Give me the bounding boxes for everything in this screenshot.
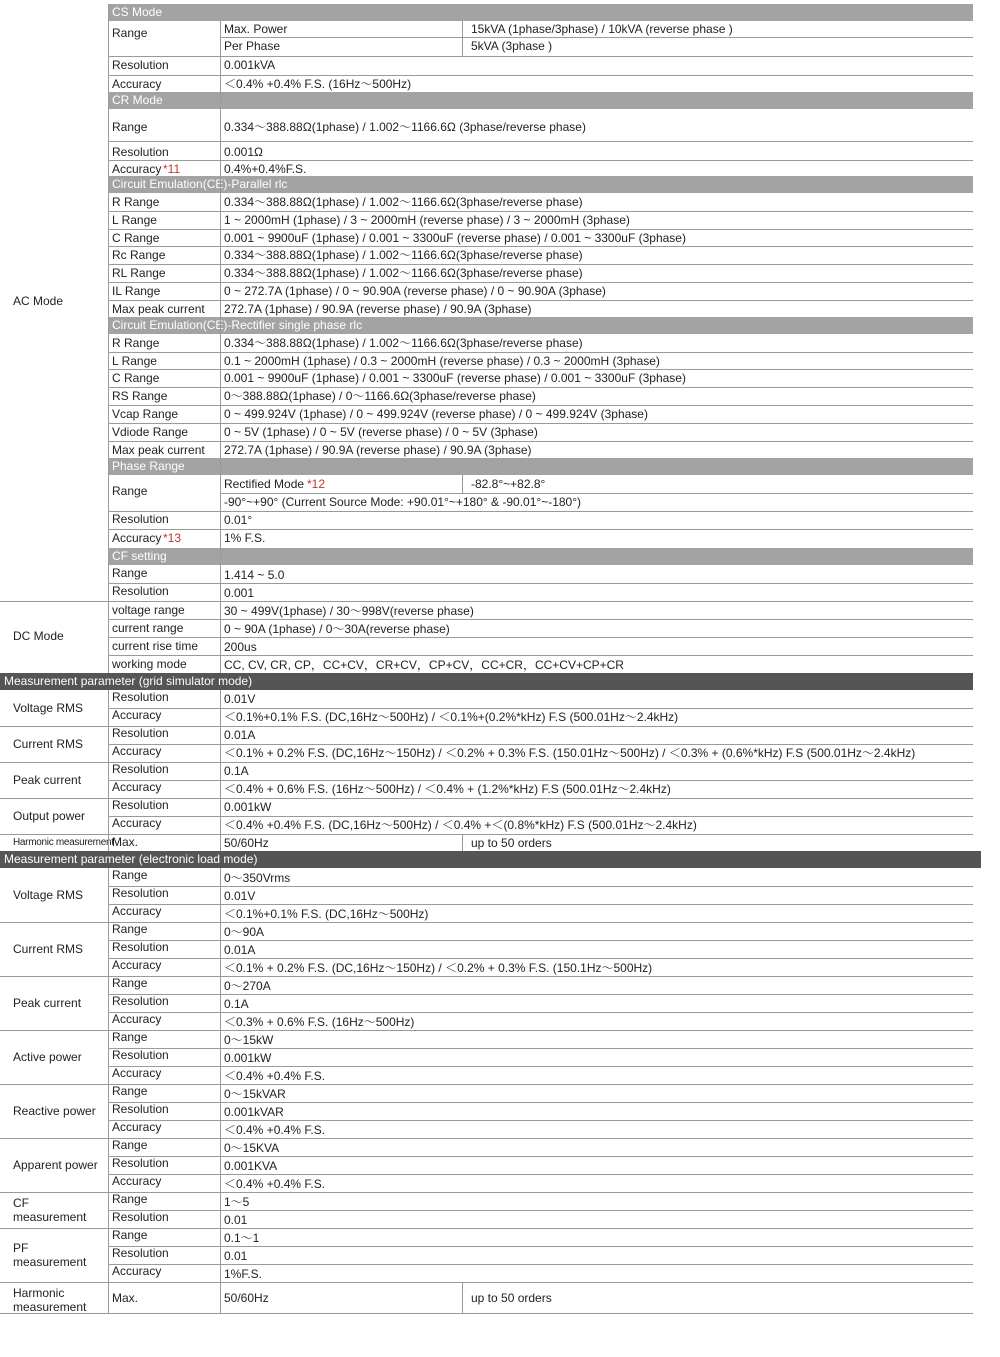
column-divider <box>462 475 463 493</box>
column-divider <box>220 868 221 1313</box>
row-divider <box>108 583 973 584</box>
row-divider <box>108 56 973 57</box>
ce-parallel-row-label: IL Range <box>112 284 161 298</box>
dc-row-value: 30 ~ 499V(1phase) / 30～998V(reverse phase) <box>224 603 474 618</box>
ce-parallel-row-label: Max peak current <box>112 301 205 316</box>
phase-rectified-value: -82.8°~+82.8° <box>471 476 546 491</box>
ce-parallel-row-value: 272.7A (1phase) / 90.9A (reverse phase) / 90.9A (3phase) <box>224 301 532 316</box>
eload-group-label: PF measurement <box>13 1240 87 1269</box>
grid-harmonic-max-value: 50/60Hz <box>224 835 269 850</box>
grid-row-value: 0.01V <box>224 691 256 706</box>
eload-row-label: Resolution <box>112 1245 169 1260</box>
eload-row-label: Resolution <box>112 939 169 954</box>
column-divider <box>462 1282 463 1313</box>
row-divider <box>108 511 973 512</box>
ce-rectifier-row-label: L Range <box>112 353 157 368</box>
ce-rectifier-row-value: 0.334～388.88Ω(1phase) / 1.002～1166.6Ω(3phase/reverse phase) <box>224 335 583 350</box>
section-cs-mode-title: CS Mode <box>112 5 163 19</box>
eload-row-label: Range <box>112 867 148 882</box>
eload-row-label: Resolution <box>112 1101 169 1116</box>
ce-rectifier-row-label: RS Range <box>112 389 168 404</box>
grid-row-value: ＜0.4% +0.4% F.S. (DC,16Hz～500Hz) / ＜0.4% +＜(0.8%*kHz) F.S (500.01Hz～2.4kHz) <box>224 817 697 832</box>
eload-row-label: Accuracy <box>112 957 162 972</box>
eload-row-label: Resolution <box>112 1047 169 1062</box>
row-divider <box>108 264 973 265</box>
eload-group-label: Active power <box>13 1049 82 1064</box>
ce-parallel-row-value: 0 ~ 272.7A (1phase) / 0 ~ 90.90A (reverse phase) / 0 ~ 90.90A (3phase) <box>224 284 606 298</box>
ce-parallel-row-value: 0.334～388.88Ω(1phase) / 1.002～1166.6Ω(3phase/reverse phase) <box>224 266 583 281</box>
column-divider <box>220 21 221 601</box>
dc-row-label: working mode <box>112 656 187 671</box>
row-divider <box>108 780 973 781</box>
eload-row-value: 0.001KVA <box>224 1158 278 1173</box>
cs-resolution-value: 0.001kVA <box>224 58 276 72</box>
section-cf-setting <box>108 548 973 565</box>
phase-accuracy-note: *13 <box>163 530 182 545</box>
row-divider <box>108 75 973 76</box>
phase-accuracy-label: Accuracy <box>112 530 162 545</box>
ce-rectifier-row-label: Vcap Range <box>112 407 179 421</box>
column-divider <box>108 690 109 851</box>
ac-mode-label: AC Mode <box>13 294 64 309</box>
phase-resolution-value: 0.01° <box>224 512 253 527</box>
eload-row-value: 0～350Vrms <box>224 870 291 885</box>
cf-range-label: Range <box>112 565 148 580</box>
row-divider <box>108 619 973 620</box>
ce-rectifier-row-label: Vdiode Range <box>112 424 189 439</box>
row-divider <box>108 160 973 161</box>
section-cs-mode <box>108 4 973 21</box>
row-divider <box>108 994 973 995</box>
eload-group-label: Reactive power <box>13 1103 96 1118</box>
row-divider <box>108 229 973 230</box>
ce-rectifier-row-label: C Range <box>112 371 160 386</box>
eload-row-value: ＜0.1%+0.1% F.S. (DC,16Hz～500Hz) <box>224 906 429 921</box>
row-divider <box>108 369 973 370</box>
eload-row-value: 1%F.S. <box>224 1266 263 1281</box>
grid-group-label: Current RMS <box>13 736 84 751</box>
eload-row-label: Accuracy <box>112 1065 162 1080</box>
grid-row-value: 0.001kW <box>224 799 272 814</box>
row-divider <box>0 601 973 602</box>
eload-row-label: Resolution <box>112 885 169 900</box>
phase-rectified-label: Rectified Mode <box>224 476 305 491</box>
section-ce-parallel-title: Circuit Emulation(CE)-Parallel rlc <box>112 177 288 191</box>
cs-accuracy-value: ＜0.4% +0.4% F.S. (16Hz～500Hz) <box>224 77 412 91</box>
eload-row-value: 0～15kW <box>224 1032 274 1047</box>
cr-resolution-value: 0.001Ω <box>224 145 263 159</box>
eload-row-value: 0.001kW <box>224 1050 272 1065</box>
row-divider <box>0 1313 973 1314</box>
ce-rectifier-row-value: 0 ~ 499.924V (1phase) / 0 ~ 499.924V (reverse phase) / 0 ~ 499.924V (3phase) <box>224 407 648 421</box>
cs-range-label: Range <box>112 26 148 40</box>
cf-range-value: 1.414 ~ 5.0 <box>224 567 285 582</box>
eload-row-value: 0.01 <box>224 1248 248 1263</box>
row-divider <box>108 1210 973 1211</box>
row-divider <box>108 1012 973 1013</box>
row-divider <box>108 405 973 406</box>
column-divider <box>108 868 109 1313</box>
row-divider <box>220 37 973 38</box>
section-cf-setting-title: CF setting <box>112 548 167 563</box>
grid-row-value: ＜0.4% + 0.6% F.S. (16Hz～500Hz) / ＜0.4% + (1.2%*kHz) F.S (500.01Hz～2.4kHz) <box>224 781 671 796</box>
row-divider <box>108 904 973 905</box>
row-divider <box>108 1156 973 1157</box>
grid-row-label: Resolution <box>112 689 169 704</box>
row-divider <box>108 529 973 530</box>
section-phase-range-title: Phase Range <box>112 458 185 473</box>
cs-per-phase-value: 5kVA (3phase ) <box>471 39 553 53</box>
grid-row-label: Accuracy <box>112 815 162 830</box>
cs-max-power-label: Max. Power <box>224 22 288 36</box>
row-divider <box>0 1282 973 1283</box>
eload-row-label: Accuracy <box>112 1011 162 1026</box>
grid-row-label: Accuracy <box>112 707 162 722</box>
eload-row-label: Range <box>112 1083 148 1098</box>
grid-row-label: Accuracy <box>112 743 162 758</box>
ce-rectifier-row-label: Max peak current <box>112 442 205 457</box>
row-divider <box>108 211 973 212</box>
eload-row-label: Accuracy <box>112 1263 162 1278</box>
cs-max-power-value: 15kVA (1phase/3phase) / 10kVA (reverse phase ) <box>471 22 733 36</box>
eload-row-label: Accuracy <box>112 903 162 918</box>
eload-row-value: 0～90A <box>224 924 265 939</box>
cs-resolution-label: Resolution <box>112 58 169 72</box>
row-divider <box>108 886 973 887</box>
cs-accuracy-label: Accuracy <box>112 77 162 91</box>
eload-harmonic-label: Harmonic measurement <box>13 1285 87 1314</box>
ce-parallel-row-value: 0.001 ~ 9900uF (1phase) / 0.001 ~ 3300uF (reverse phase) / 0.001 ~ 3300uF (3phase) <box>224 230 686 245</box>
eload-row-label: Range <box>112 1029 148 1044</box>
row-divider <box>108 1174 973 1175</box>
row-divider <box>108 1120 973 1121</box>
eload-row-value: ＜0.4% +0.4% F.S. <box>224 1122 326 1137</box>
grid-row-label: Resolution <box>112 761 169 776</box>
grid-row-value: ＜0.1% + 0.2% F.S. (DC,16Hz～150Hz) / ＜0.2% + 0.3% F.S. (150.01Hz～500Hz) / ＜0.3% + (0.6%*kHz) F.S (500.01Hz～2.4kHz) <box>224 745 916 760</box>
eload-row-value: 0～270A <box>224 978 271 993</box>
dc-mode-label: DC Mode <box>13 628 64 643</box>
eload-row-value: 0～15KVA <box>224 1140 280 1155</box>
row-divider <box>108 708 973 709</box>
ce-parallel-row-label: RL Range <box>112 266 166 281</box>
ce-rectifier-row-value: 0 ~ 5V (1phase) / 0 ~ 5V (reverse phase) / 0 ~ 5V (3phase) <box>224 424 538 439</box>
eload-row-label: Range <box>112 975 148 990</box>
ce-rectifier-row-value: 0.001 ~ 9900uF (1phase) / 0.001 ~ 3300uF (reverse phase) / 0.001 ~ 3300uF (3phase) <box>224 371 686 386</box>
section-cr-mode <box>108 92 973 109</box>
eload-row-label: Accuracy <box>112 1119 162 1134</box>
eload-row-value: ＜0.3% + 0.6% F.S. (16Hz～500Hz) <box>224 1014 415 1029</box>
eload-row-value: 0.1A <box>224 996 249 1011</box>
column-divider <box>462 21 463 56</box>
row-divider <box>108 816 973 817</box>
row-divider <box>108 958 973 959</box>
row-divider <box>108 1048 973 1049</box>
dc-row-value: CC, CV, CR, CP，CC+CV，CR+CV，CP+CV，CC+CR，CC+CV+CP+CR <box>224 657 624 672</box>
ce-parallel-row-label: R Range <box>112 195 160 209</box>
eload-row-value: 1～5 <box>224 1194 250 1209</box>
row-divider <box>108 441 973 442</box>
grid-row-label: Resolution <box>112 725 169 740</box>
eload-harmonic-orders: up to 50 orders <box>471 1290 552 1305</box>
eload-row-value: 0.001kVAR <box>224 1104 284 1119</box>
ce-rectifier-row-value: 0.1 ~ 2000mH (1phase) / 0.3 ~ 2000mH (reverse phase) / 0.3 ~ 2000mH (3phase) <box>224 353 660 368</box>
row-divider <box>108 744 973 745</box>
column-divider <box>108 601 109 673</box>
phase-resolution-label: Resolution <box>112 511 169 526</box>
row-divider <box>108 1264 973 1265</box>
eload-group-label: Apparent power <box>13 1157 98 1172</box>
eload-row-value: 0.01 <box>224 1212 248 1227</box>
grid-harmonic-orders: up to 50 orders <box>471 835 552 850</box>
section-grid-measurement-title: Measurement parameter (grid simulator mode) <box>4 673 253 688</box>
dc-row-label: voltage range <box>112 602 185 617</box>
ce-parallel-row-value: 1 ~ 2000mH (1phase) / 3 ~ 2000mH (reverse phase) / 3 ~ 2000mH (3phase) <box>224 212 630 227</box>
eload-row-label: Resolution <box>112 1155 169 1170</box>
cs-per-phase-label: Per Phase <box>224 39 281 53</box>
ce-rectifier-row-value: 0～388.88Ω(1phase) / 0～1166.6Ω(3phase/reverse phase) <box>224 389 536 404</box>
eload-row-value: ＜0.1% + 0.2% F.S. (DC,16Hz～150Hz) / ＜0.2% + 0.3% F.S. (150.1Hz～500Hz) <box>224 960 653 975</box>
grid-row-value: 0.01A <box>224 727 256 742</box>
cr-accuracy-note: *11 <box>163 162 181 176</box>
ce-parallel-row-value: 0.334～388.88Ω(1phase) / 1.002～1166.6Ω(3phase/reverse phase) <box>224 195 583 209</box>
phase-range-label: Range <box>112 483 148 498</box>
cr-accuracy-label: Accuracy <box>112 162 162 176</box>
column-divider <box>220 690 221 851</box>
ce-parallel-row-label: Rc Range <box>112 248 166 263</box>
column-divider <box>220 601 221 673</box>
eload-row-label: Range <box>112 1227 148 1242</box>
eload-group-label: Peak current <box>13 995 82 1010</box>
row-divider <box>108 246 973 247</box>
ce-rectifier-row-label: R Range <box>112 335 160 350</box>
dc-row-label: current range <box>112 620 184 635</box>
eload-row-value: ＜0.4% +0.4% F.S. <box>224 1176 326 1191</box>
grid-group-label: Peak current <box>13 772 82 787</box>
row-divider <box>108 300 973 301</box>
row-divider <box>108 282 973 283</box>
cf-resolution-value: 0.001 <box>224 585 255 600</box>
grid-group-label: Voltage RMS <box>13 700 84 715</box>
eload-harmonic-max-label: Max. <box>112 1290 139 1305</box>
ce-rectifier-row-value: 272.7A (1phase) / 90.9A (reverse phase) / 90.9A (3phase) <box>224 442 532 457</box>
row-divider <box>108 655 973 656</box>
grid-harmonic-label: Harmonic measurement <box>13 836 114 848</box>
eload-group-label: Voltage RMS <box>13 887 84 902</box>
eload-row-value: 0.1～1 <box>224 1230 260 1245</box>
row-divider <box>108 1066 973 1067</box>
section-phase-range <box>108 458 973 475</box>
grid-row-value: ＜0.1%+0.1% F.S. (DC,16Hz～500Hz) / ＜0.1%+(0.2%*kHz) F.S (500.01Hz～2.4kHz) <box>224 709 679 724</box>
row-divider <box>108 352 973 353</box>
eload-row-value: 0.01V <box>224 888 256 903</box>
column-divider <box>108 4 109 601</box>
row-divider <box>108 637 973 638</box>
column-divider <box>462 834 463 851</box>
cr-range-value: 0.334～388.88Ω(1phase) / 1.002～1166.6Ω (3phase/reverse phase) <box>224 120 586 134</box>
grid-harmonic-max-label: Max. <box>112 834 139 849</box>
cr-range-label: Range <box>112 120 148 134</box>
row-divider <box>0 834 973 835</box>
grid-group-label: Output power <box>13 808 86 823</box>
eload-group-label: CF measurement <box>13 1195 87 1224</box>
ce-parallel-row-label: C Range <box>112 230 160 245</box>
eload-harmonic-max-value: 50/60Hz <box>224 1290 269 1305</box>
row-divider <box>108 387 973 388</box>
grid-row-label: Accuracy <box>112 779 162 794</box>
row-divider <box>108 1102 973 1103</box>
eload-row-label: Range <box>112 921 148 936</box>
row-divider <box>108 1246 973 1247</box>
eload-row-value: ＜0.4% +0.4% F.S. <box>224 1068 326 1083</box>
dc-row-label: current rise time <box>112 638 199 653</box>
row-divider <box>108 940 973 941</box>
dc-row-value: 0 ~ 90A (1phase) / 0～30A(reverse phase) <box>224 621 450 636</box>
row-divider <box>220 493 973 494</box>
ce-parallel-row-label: L Range <box>112 212 157 227</box>
dc-row-value: 200us <box>224 639 257 654</box>
eload-row-value: 0～15kVAR <box>224 1086 286 1101</box>
section-cr-mode-title: CR Mode <box>112 93 163 107</box>
row-divider <box>108 423 973 424</box>
grid-row-value: 0.1A <box>224 763 249 778</box>
eload-row-label: Resolution <box>112 1209 169 1224</box>
phase-accuracy-value: 1% F.S. <box>224 530 266 545</box>
eload-row-label: Range <box>112 1191 148 1206</box>
row-divider <box>108 141 973 142</box>
eload-row-label: Resolution <box>112 993 169 1008</box>
section-ce-rectifier-title: Circuit Emulation(CE)-Rectifier single phase rlc <box>112 317 363 332</box>
grid-row-label: Resolution <box>112 797 169 812</box>
cr-resolution-label: Resolution <box>112 145 169 159</box>
phase-range-value: -90°~+90° (Current Source Mode: +90.01°~+180° & -90.01°~-180°) <box>224 494 582 509</box>
cf-resolution-label: Resolution <box>112 583 169 598</box>
eload-row-label: Accuracy <box>112 1173 162 1188</box>
eload-row-value: 0.01A <box>224 942 256 957</box>
ce-parallel-row-value: 0.334～388.88Ω(1phase) / 1.002～1166.6Ω(3phase/reverse phase) <box>224 248 583 263</box>
eload-row-label: Range <box>112 1137 148 1152</box>
phase-rectified-note: *12 <box>307 476 326 491</box>
eload-group-label: Current RMS <box>13 941 84 956</box>
section-eload-measurement-title: Measurement parameter (electronic load mode) <box>4 851 258 866</box>
cr-accuracy-value: 0.4%+0.4%F.S. <box>224 162 307 176</box>
